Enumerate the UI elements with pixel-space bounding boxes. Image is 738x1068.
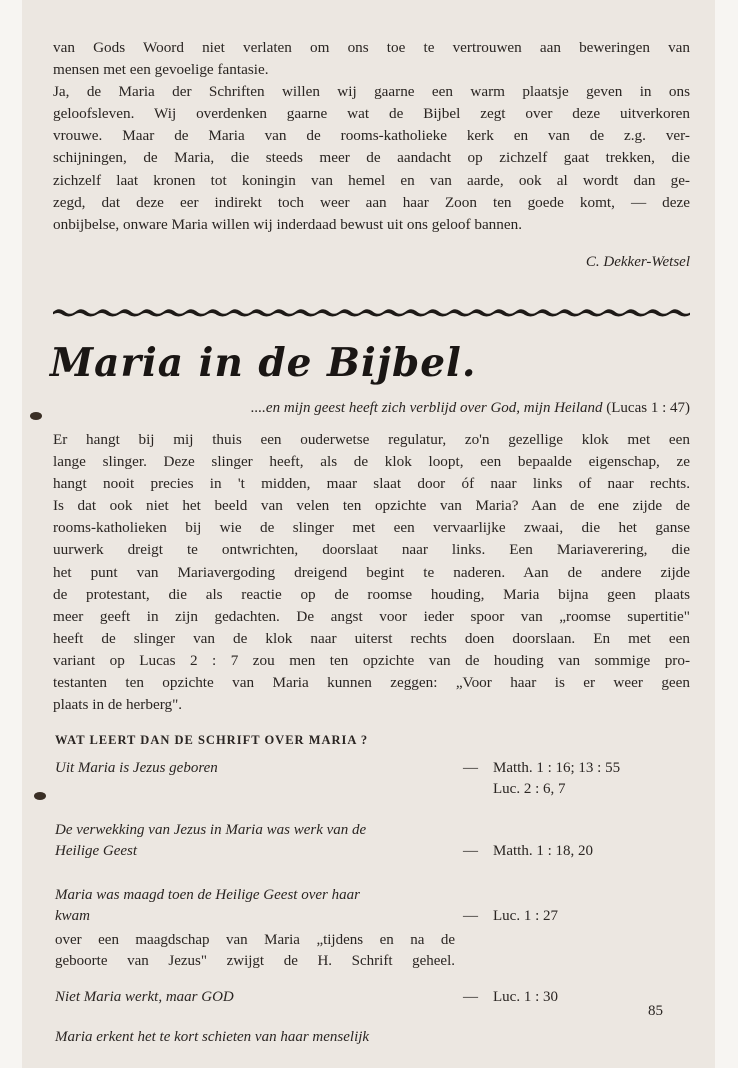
epigraph: [95, 398, 690, 418]
text-line: Is dat ook niet het beeld van velen ten opzichte van Maria? Aan de ene zijde de: [53, 497, 690, 515]
text-line: zegd, dat deze eer indirekt toch weer aan haar Zoon ten goede komt, — deze: [53, 193, 690, 211]
statement-line: Maria was maagd toen de Heilige Geest over haar: [55, 887, 360, 903]
ornamental-divider: [53, 306, 690, 318]
bible-reference: Luc. 2 : 6, 7: [493, 781, 566, 797]
text-line: Er hangt bij mij thuis een ouderwetse regulatur, zo'n gezellige klok met een: [53, 431, 690, 448]
text-line: uurwerk dreigt te ontwrichten, doorslaat naar links. Een Mariaverering, die: [53, 541, 690, 559]
text-line: heeft de slinger van de klok naar uiterst rechts doen doorslaan. En met een: [53, 629, 690, 647]
body-paragraph: [53, 429, 690, 716]
statement-line: over een maagdschap van Maria „tijdens en na de: [55, 932, 455, 948]
text-line: mensen met een gevoelige fantasie.: [53, 61, 269, 79]
statement-line: kwam: [55, 908, 90, 924]
bible-reference: Matth. 1 : 16; 13 : 55: [493, 760, 621, 776]
text-line: hangt nooit precies in 't midden, maar slaat door óf naar links of naar rechts.: [53, 475, 690, 493]
page-number: 85: [648, 1003, 663, 1019]
statement-line: Maria erkent het te kort schieten van haar menselijk: [55, 1029, 370, 1045]
epigraph-reference: (Lucas 1 : 47): [606, 400, 690, 416]
item-statement: [55, 820, 455, 862]
item-statement: [55, 930, 455, 972]
text-line: rooms-katholieken bij wie de slinger met een vervaarlijke zwaai, die het ganse: [53, 519, 690, 537]
section-heading: WAT LEERT DAN DE SCHRIFT OVER MARIA ?: [55, 733, 369, 747]
text-line: onbijbelse, onware Maria willen wij inderdaad bewust uit ons geloof bannen.: [53, 215, 523, 233]
divider-wave: [53, 309, 690, 316]
text-line: testanten ten opzichte van Maria kunnen zeggen: „Voor haar is er weer geen: [53, 674, 690, 692]
text-line: schijningen, de Maria, die steeds meer de aandacht op zichzelf gaat trekken, die: [53, 149, 690, 167]
bible-reference: Luc. 1 : 30: [493, 989, 558, 1005]
text-line: zichzelf laat kronen tot koningin van hemel en van aarde, ook al wordt dan ge-: [53, 171, 690, 189]
item-statement: [55, 1027, 455, 1048]
text-line: van Gods Woord niet verlaten om ons toe te vertrouwen aan beweringen van: [53, 39, 690, 56]
text-line: lange slinger. Deze slinger heeft, als de klok loopt, een bepaalde eigenschap, ze: [53, 453, 690, 471]
scan-blemish: [34, 792, 46, 800]
statement-line: Niet Maria werkt, maar GOD: [55, 989, 234, 1005]
bible-reference: Luc. 1 : 27: [493, 908, 558, 924]
item-statement: [55, 987, 455, 1008]
text-line: het punt van Mariavergoding dreigend begint te naderen. Aan de andere zijde: [53, 563, 690, 581]
article-title: Maria in de Bijbel.: [50, 340, 477, 386]
statement-line: De verwekking van Jezus in Maria was werk van de: [55, 822, 367, 838]
text-line: meer geeft in zijn gedachten. De angst voor ieder spoor van „roomse supertitie": [53, 607, 690, 625]
text-line: de protestant, die als reactie op de roomse houding, Maria bijna geen plaats: [53, 585, 690, 603]
bible-reference: Matth. 1 : 18, 20: [493, 843, 593, 859]
text-line: plaats in de herberg".: [53, 696, 183, 714]
epigraph-quote: ....en mijn geest heeft zich verblijd over God, mijn Heiland: [250, 400, 603, 416]
item-statement: [55, 885, 455, 927]
author-signature: C. Dekker-Wetsel: [585, 254, 690, 270]
scan-blemish: [30, 412, 42, 420]
statement-line: Uit Maria is Jezus geboren: [55, 760, 218, 776]
intro-paragraph: [53, 37, 690, 236]
text-line: Ja, de Maria der Schriften willen wij gaarne een warm plaatsje geven in ons: [53, 83, 690, 101]
text-line: geloofsleven. Wij overdenken gaarne wat de Bijbel zegt over deze uitverkoren: [53, 105, 690, 123]
dash: —: [463, 908, 478, 924]
dash: —: [463, 843, 478, 859]
statement-line: geboorte van Jezus" zwijgt de H. Schrift geheel.: [55, 953, 455, 969]
dash: —: [463, 989, 478, 1005]
text-line: variant op Lucas 2 : 7 zou men ten opzichte van de houding van sommige pro-: [53, 651, 690, 669]
statement-line: Heilige Geest: [55, 843, 138, 859]
dash: —: [463, 760, 478, 776]
text-line: vrouwe. Maar de Maria van de rooms-katholieke kerk en van de z.g. ver-: [53, 127, 690, 145]
item-statement: [55, 758, 455, 779]
